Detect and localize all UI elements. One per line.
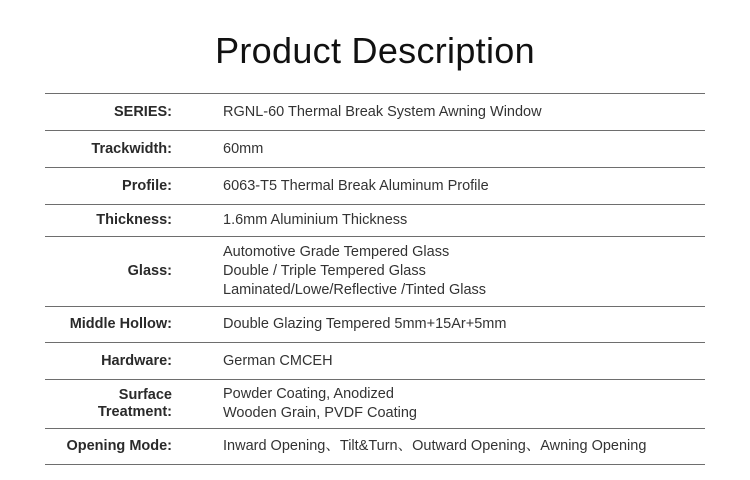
row-value	[223, 352, 333, 371]
row-label: Opening Mode:	[66, 438, 172, 454]
table-row-middle-hollow	[45, 307, 705, 343]
row-value	[223, 315, 506, 334]
row-value	[223, 385, 417, 423]
value-line: 6063-T5 Thermal Break Aluminum Profile	[223, 177, 489, 194]
value-line: German CMCEH	[223, 352, 333, 369]
value-line: Wooden Grain, PVDF Coating	[223, 405, 417, 421]
row-label: Profile:	[122, 177, 172, 194]
value-line: Automotive Grade Tempered Glass	[223, 244, 450, 260]
row-value	[223, 211, 407, 230]
label-line: Treatment:	[97, 404, 172, 420]
table-row-hardware	[45, 343, 705, 380]
row-label: Trackwidth:	[91, 140, 172, 157]
value-line: 1.6mm Aluminium Thickness	[223, 212, 408, 228]
table-row-profile	[45, 168, 705, 205]
table-row-series	[45, 94, 705, 131]
table-row-opening-mode	[45, 429, 705, 465]
label-line: Surface	[118, 387, 172, 403]
value-line: Double Glazing Tempered 5mm+15Ar+5mm	[223, 316, 507, 332]
value-line: Laminated/Lowe/Reflective /Tinted Glass	[223, 282, 487, 298]
row-value	[223, 243, 486, 300]
row-label: Hardware:	[101, 352, 172, 369]
row-label: Glass:	[127, 263, 172, 279]
page-title: Product Description	[215, 30, 535, 71]
table-row-thickness	[45, 205, 705, 237]
value-line: 60mm	[223, 140, 264, 157]
table-row-glass	[45, 237, 705, 307]
row-value	[223, 437, 646, 456]
row-value	[223, 140, 263, 159]
row-value	[223, 103, 542, 122]
value-line: Inward Opening、Tilt&Turn、Outward Opening、Awning Opening	[223, 438, 647, 454]
row-label: SERIES:	[113, 103, 172, 120]
table-row-trackwidth	[45, 131, 705, 168]
row-label: Middle Hollow:	[69, 316, 172, 332]
table-row-surface-treatment	[45, 380, 705, 429]
row-value	[223, 177, 489, 196]
value-line: Double / Triple Tempered Glass	[223, 263, 426, 279]
spec-table	[45, 93, 705, 465]
value-line: RGNL-60 Thermal Break System Awning Window	[223, 103, 542, 120]
row-label: Thickness:	[96, 212, 172, 228]
value-line: Powder Coating, Anodized	[223, 386, 394, 402]
row-label	[45, 387, 172, 421]
